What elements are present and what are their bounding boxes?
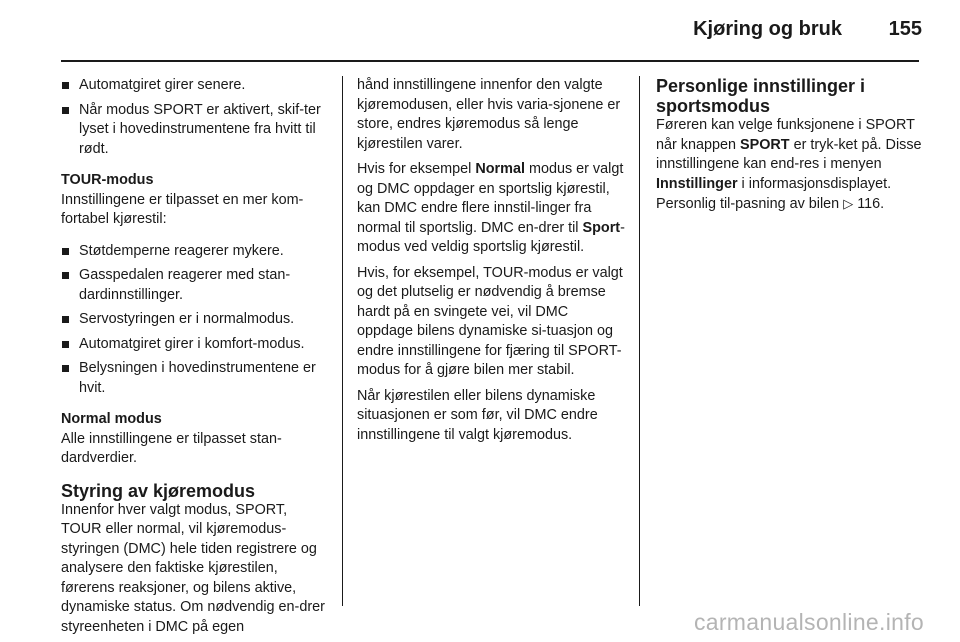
personal-settings-heading: Personlige innstillinger i sportsmodus — [656, 76, 866, 116]
header-rule — [61, 60, 919, 62]
paragraph: hånd innstillingene innenfor den valgte kjøremodusen, eller hvis varia-sjonene er store, endres kjøremodus så lenge kjørestilen varer. — [357, 77, 621, 152]
list-item: Når modus SPORT er aktivert, skif-ter lyset i hovedinstrumentene fra hvitt til rødt. — [61, 101, 329, 160]
list-item: Automatgiret girer senere. — [61, 76, 329, 96]
list-item: Støtdemperne reagerer mykere. — [61, 242, 329, 262]
settings-menu-label: Innstillinger — [656, 175, 738, 192]
section-title: Kjøring og bruk — [693, 18, 842, 40]
column-1 — [61, 76, 329, 637]
normal-text: Alle innstillingene er tilpasset stan-dardverdier. — [61, 430, 282, 466]
bullet-icon — [62, 365, 69, 372]
tour-text: Innstillingene er tilpasset en mer kom-fortabel kjørestil: — [61, 191, 304, 227]
list-item: Gasspedalen reagerer med stan-dardinnstillinger. — [61, 266, 329, 305]
mode-name-normal: Normal — [475, 161, 525, 177]
column-divider-2 — [639, 76, 640, 606]
bullet-icon — [62, 248, 69, 255]
page-reference-icon: ▷ — [843, 196, 854, 211]
tour-heading: TOUR-modus — [61, 172, 154, 188]
list-item: Automatgiret girer i komfort-modus. — [61, 335, 329, 355]
bullet-list-sport — [61, 76, 329, 159]
watermark: carmanualsonline.info — [693, 609, 924, 635]
bullet-icon — [62, 82, 69, 89]
paragraph: Når kjørestilen eller bilens dynamiske situasjonen er som før, vil DMC endre innstillingene til valgt kjøremodus. — [357, 387, 598, 443]
bullet-icon — [62, 316, 69, 323]
styring-section — [61, 481, 329, 638]
paragraph: Føreren kan velge funksjonene i SPORT når knappen SPORT er tryk-ket på. Disse innstillingene kan end-res i menyen Innstillinger i informasjonsdisplayet. Personlig til-pasning av bilen ▷ 116. — [656, 117, 922, 212]
tour-section — [61, 171, 329, 230]
mode-name-sport: Sport — [582, 219, 621, 236]
normal-section — [61, 410, 329, 469]
page-number: 155 — [888, 18, 922, 40]
bullet-icon — [62, 272, 69, 279]
list-item: Servostyringen er i normalmodus. — [61, 310, 329, 330]
column-2 — [357, 76, 625, 451]
bullet-list-tour — [61, 242, 329, 399]
paragraph: Hvis, for eksempel, TOUR-modus er valgt og det plutselig er nødvendig å bremse hardt på en svingete vei, vil DMC oppdage bilens dynamiske si-tuasjon og endre innstillingene for fjæring til SPORT-modus for å gjøre bilen mer stabil. — [357, 264, 623, 378]
sport-button-label: SPORT — [740, 136, 790, 153]
list-item: Belysningen i hovedinstrumentene er hvit. — [61, 359, 329, 398]
column-divider-1 — [342, 76, 343, 606]
paragraph: Hvis for eksempel Normal modus er valgt og DMC oppdager en sportslig kjørestil, kan DMC endre flere innstil-linger fra normal til sportslig. DMC en-drer til Sport-modus ved veldig sportslig kjørestil. — [357, 161, 625, 255]
bullet-icon — [62, 107, 69, 114]
styring-text: Innenfor hver valgt modus, SPORT, TOUR eller normal, vil kjøremodus-styringen (DMC) hele tiden registrere og analysere den faktiske kjørestilen, førerens reaksjoner, og bilens aktive, dynamiske status. Om nødvendig en-drer styreenheten i DMC på egen — [61, 501, 325, 635]
normal-heading: Normal modus — [61, 411, 162, 427]
page-header — [0, 0, 960, 62]
styring-heading: Styring av kjøremodus — [61, 480, 256, 501]
page-reference: 116. — [857, 196, 885, 212]
column-3 — [656, 76, 924, 221]
bullet-icon — [62, 341, 69, 348]
